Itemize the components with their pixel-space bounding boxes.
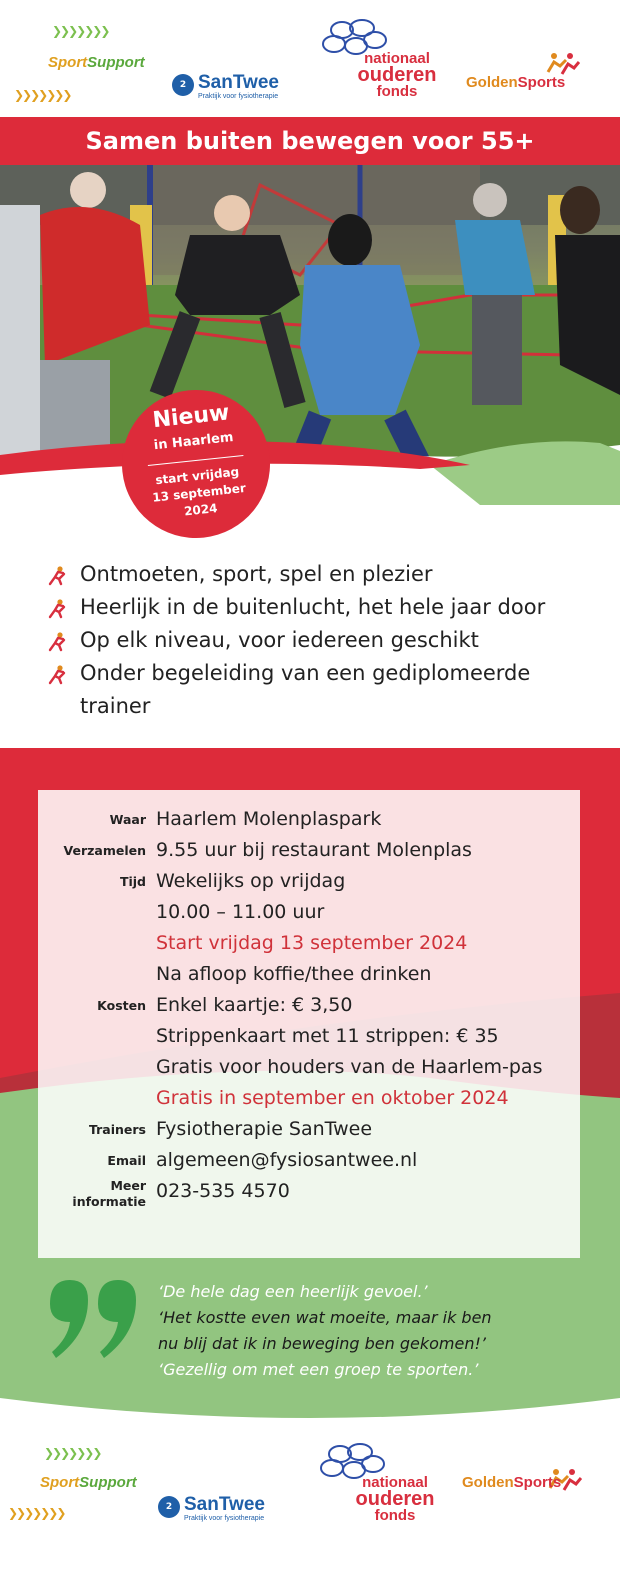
sportsupport-arrows-icon: ❯❯❯❯❯❯❯ [52, 24, 109, 38]
runner-icon [46, 599, 70, 619]
sportsupport-arrows-icon: ❯❯❯❯❯❯❯ [14, 88, 71, 102]
info-row-waar: Waar Haarlem Molenplaspark [109, 808, 382, 830]
sportsupport-logo: SportSupport [40, 1474, 137, 1491]
info-row-kosten: Kosten Enkel kaartje: € 3,50 Strippenkaart met 11 strippen: € 35 Gratis voor houders van de Haarlem-pas Gratis in september en oktober 2024 [38, 990, 580, 1114]
sportsupport-arrows-icon: ❯❯❯❯❯❯❯ [44, 1446, 101, 1460]
nof-logo: nationaal ouderen fonds [355, 1474, 435, 1525]
top-logo-row [0, 0, 620, 110]
goldensports-runners-icon [546, 52, 580, 76]
list-item: Heerlijk in de buitenlucht, het hele jaar door [46, 591, 606, 624]
photo-wave-decoration [0, 425, 620, 505]
bottom-logo-row [0, 1440, 620, 1550]
sportsupport-logo: SportSupport [48, 54, 145, 71]
info-row-trainers: Trainers Fysiotherapie SanTwee [88, 1118, 373, 1140]
list-item: Op elk niveau, voor iedereen geschikt [46, 624, 606, 657]
santwee-logo: 2 SanTwee Praktijk voor fysiotherapie [158, 1494, 298, 1528]
info-row-email: Email algemeen@fysiosantwee.nl [38, 1145, 580, 1176]
sportsupport-arrows-icon: ❯❯❯❯❯❯❯ [8, 1506, 65, 1520]
santwee-logo: 2 SanTwee Praktijk voor fysiotherapie [172, 72, 312, 106]
phone-number[interactable]: 023-535 4570 [156, 1180, 290, 1202]
runner-icon [46, 566, 70, 586]
santwee-mark-icon: 2 [172, 74, 194, 96]
free-offer-highlight: Gratis in september en oktober 2024 [156, 1087, 509, 1109]
page-title: Samen buiten bewegen voor 55+ [0, 117, 620, 165]
info-row-tijd: Tijd Wekelijks op vrijdag 10.00 – 11.00 uur Start vrijdag 13 september 2024 Na afloop koffie/thee drinken [38, 866, 580, 990]
quote-mark-icon [44, 1276, 144, 1366]
new-in-haarlem-badge: Nieuw in Haarlem start vrijdag 13 september 2024 [115, 383, 278, 546]
info-table [38, 804, 580, 1210]
runner-icon [46, 665, 70, 685]
testimonials: ‘De hele dag een heerlijk gevoel.’ ‘Het kostte even wat moeite, maar ik ben nu blij dat ik in beweging ben gekomen!’ ‘Gezellig om met een groep te sporten.’ [158, 1282, 492, 1379]
list-item: Onder begeleiding van een gediplomeerde trainer [46, 657, 606, 723]
goldensports-logo: GoldenSports [462, 1474, 562, 1491]
list-item: Ontmoeten, sport, spel en plezier [46, 558, 606, 591]
santwee-mark-icon: 2 [158, 1496, 180, 1518]
goldensports-logo: GoldenSports [466, 74, 566, 91]
runner-icon [46, 632, 70, 652]
feature-list [46, 558, 606, 723]
nof-logo: nationaal ouderen fonds [357, 50, 437, 101]
group-exercise-photo [0, 165, 620, 505]
info-row-meer-informatie: Meer informatie 023-535 4570 [38, 1176, 580, 1210]
badge-start-date: start vrijdag 13 september 2024 [151, 464, 247, 519]
info-row-verzamelen: Verzamelen 9.55 uur bij restaurant Molenplas [63, 839, 472, 861]
start-date-highlight: Start vrijdag 13 september 2024 [156, 932, 468, 954]
email-link[interactable]: algemeen@fysiosantwee.nl [156, 1149, 418, 1171]
